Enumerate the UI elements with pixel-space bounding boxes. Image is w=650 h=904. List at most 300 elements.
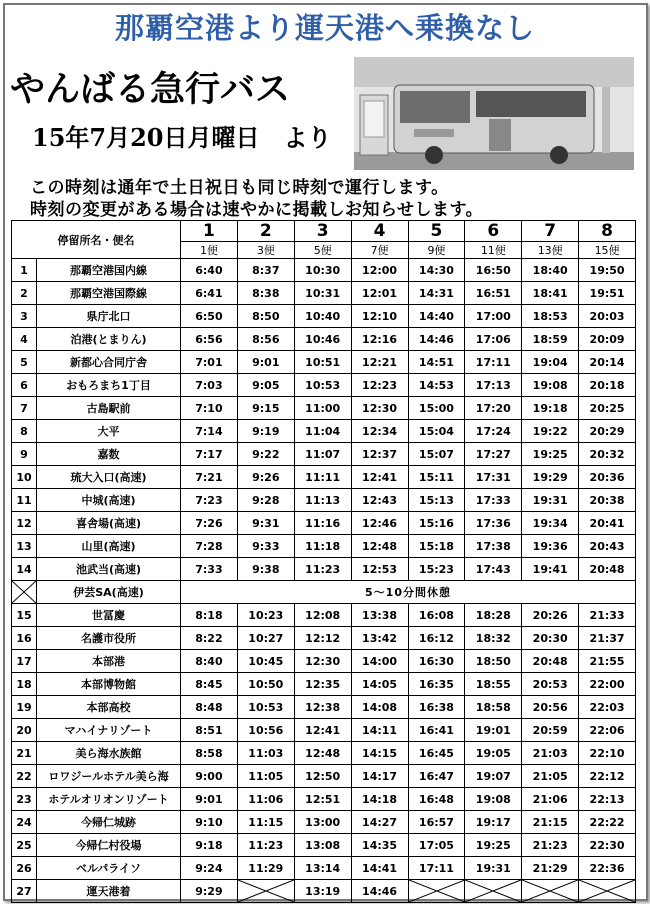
departure-time: 10:23	[237, 604, 294, 627]
departure-time: 7:26	[181, 512, 238, 535]
departure-time: 19:36	[522, 535, 579, 558]
departure-time: 8:40	[181, 650, 238, 673]
departure-time: 19:08	[522, 374, 579, 397]
departure-time: 12:34	[351, 420, 408, 443]
departure-time: 14:53	[408, 374, 465, 397]
departure-time: 22:13	[579, 788, 636, 811]
departure-time: 12:08	[294, 604, 351, 627]
departure-time: 11:06	[237, 788, 294, 811]
table-row	[12, 857, 636, 880]
departure-time: 10:40	[294, 305, 351, 328]
departure-time: 11:04	[294, 420, 351, 443]
column-number: 2	[237, 221, 294, 242]
departure-time: 18:40	[522, 259, 579, 282]
departure-time: 12:48	[351, 535, 408, 558]
departure-time: 11:15	[237, 811, 294, 834]
departure-time: 8:22	[181, 627, 238, 650]
departure-time: 9:18	[181, 834, 238, 857]
departure-time: 19:22	[522, 420, 579, 443]
departure-time: 14:11	[351, 719, 408, 742]
departure-time: 7:01	[181, 351, 238, 374]
departure-time: 21:23	[522, 834, 579, 857]
departure-time: 16:41	[408, 719, 465, 742]
note-line-1: この時刻は通年で土日祝日も同じ時刻で運行します。	[30, 178, 449, 198]
table-row	[12, 535, 636, 558]
departure-time: 12:23	[351, 374, 408, 397]
departure-time: 19:18	[522, 397, 579, 420]
stop-name: 世冨慶	[37, 604, 181, 627]
stop-name: 山里(高速)	[37, 535, 181, 558]
departure-time: 8:50	[237, 305, 294, 328]
departure-time: 10:56	[237, 719, 294, 742]
departure-time: 12:30	[294, 650, 351, 673]
departure-time: 20:30	[522, 627, 579, 650]
table-row	[12, 650, 636, 673]
departure-time: 14:05	[351, 673, 408, 696]
stop-name: 大平	[37, 420, 181, 443]
departure-time: 12:01	[351, 282, 408, 305]
column-bin: 5便	[294, 242, 351, 259]
no-service-cell	[579, 880, 636, 903]
departure-time: 18:58	[465, 696, 522, 719]
departure-time: 6:56	[181, 328, 238, 351]
departure-time: 12:16	[351, 328, 408, 351]
row-number: 2	[12, 282, 37, 305]
stop-name: 今帰仁村役場	[37, 834, 181, 857]
departure-time: 19:29	[522, 466, 579, 489]
departure-time: 16:38	[408, 696, 465, 719]
page-title: 那覇空港より運天港へ乗換なし	[114, 11, 535, 45]
timetable	[11, 220, 636, 903]
stop-name: 本部博物館	[37, 673, 181, 696]
stop-name: ロワジールホテル美ら海	[37, 765, 181, 788]
row-number: 27	[12, 880, 37, 903]
departure-time: 22:03	[579, 696, 636, 719]
stop-name: 今帰仁城跡	[37, 811, 181, 834]
departure-time: 17:05	[408, 834, 465, 857]
departure-time: 7:33	[181, 558, 238, 581]
departure-time: 16:51	[465, 282, 522, 305]
column-bin: 7便	[351, 242, 408, 259]
stop-name: 喜舎場(高速)	[37, 512, 181, 535]
departure-time: 8:56	[237, 328, 294, 351]
departure-time: 16:12	[408, 627, 465, 650]
departure-time: 20:09	[579, 328, 636, 351]
table-row	[12, 420, 636, 443]
departure-time: 19:17	[465, 811, 522, 834]
departure-time: 8:38	[237, 282, 294, 305]
table-row	[12, 604, 636, 627]
table-row	[12, 834, 636, 857]
table-row	[12, 305, 636, 328]
departure-time: 22:22	[579, 811, 636, 834]
header-row-numbers	[12, 221, 636, 242]
departure-time: 17:36	[465, 512, 522, 535]
stop-name: 美ら海水族館	[37, 742, 181, 765]
row-number: 4	[12, 328, 37, 351]
departure-time: 19:50	[579, 259, 636, 282]
departure-time: 19:01	[465, 719, 522, 742]
departure-time: 12:43	[351, 489, 408, 512]
departure-time: 7:21	[181, 466, 238, 489]
departure-time: 14:18	[351, 788, 408, 811]
column-number: 8	[579, 221, 636, 242]
stop-name: おもろまち1丁目	[37, 374, 181, 397]
departure-time: 20:56	[522, 696, 579, 719]
departure-time: 6:40	[181, 259, 238, 282]
departure-time: 15:07	[408, 443, 465, 466]
departure-time: 9:15	[237, 397, 294, 420]
departure-time: 17:00	[465, 305, 522, 328]
departure-time: 22:36	[579, 857, 636, 880]
departure-time: 9:31	[237, 512, 294, 535]
row-number: 17	[12, 650, 37, 673]
departure-time: 15:00	[408, 397, 465, 420]
departure-time: 21:06	[522, 788, 579, 811]
stop-name: 本部高校	[37, 696, 181, 719]
stop-name: ホテルオリオンリゾート	[37, 788, 181, 811]
departure-time: 9:10	[181, 811, 238, 834]
stop-name: ベルパライソ	[37, 857, 181, 880]
departure-time: 9:01	[237, 351, 294, 374]
stop-name: 県庁北口	[37, 305, 181, 328]
column-bin: 15便	[579, 242, 636, 259]
departure-time: 20:26	[522, 604, 579, 627]
departure-time: 20:48	[579, 558, 636, 581]
departure-time: 11:11	[294, 466, 351, 489]
table-row	[12, 259, 636, 282]
no-service-cell	[237, 880, 294, 903]
departure-time: 14:51	[408, 351, 465, 374]
departure-time: 12:41	[351, 466, 408, 489]
departure-time: 22:10	[579, 742, 636, 765]
departure-time: 17:11	[408, 857, 465, 880]
departure-time: 14:30	[408, 259, 465, 282]
skipped-number-cell	[12, 581, 37, 604]
departure-time: 17:38	[465, 535, 522, 558]
departure-time: 11:16	[294, 512, 351, 535]
table-row	[12, 489, 636, 512]
departure-time: 18:53	[522, 305, 579, 328]
departure-time: 18:55	[465, 673, 522, 696]
column-bin: 1便	[181, 242, 238, 259]
departure-time: 15:13	[408, 489, 465, 512]
departure-time: 7:28	[181, 535, 238, 558]
departure-time: 14:00	[351, 650, 408, 673]
departure-time: 14:41	[351, 857, 408, 880]
effective-date: 15年7月20日月曜日 より	[32, 123, 332, 152]
row-number: 5	[12, 351, 37, 374]
table-row	[12, 696, 636, 719]
row-number: 18	[12, 673, 37, 696]
column-number: 4	[351, 221, 408, 242]
row-number: 24	[12, 811, 37, 834]
departure-time: 19:34	[522, 512, 579, 535]
departure-time: 21:03	[522, 742, 579, 765]
departure-time: 10:46	[294, 328, 351, 351]
no-service-cell	[465, 880, 522, 903]
departure-time: 13:19	[294, 880, 351, 903]
stop-name: 伊芸SA(高速)	[37, 581, 181, 604]
departure-time: 20:38	[579, 489, 636, 512]
departure-time: 10:45	[237, 650, 294, 673]
departure-time: 22:30	[579, 834, 636, 857]
departure-time: 22:00	[579, 673, 636, 696]
bus-photo	[354, 57, 634, 170]
departure-time: 20:25	[579, 397, 636, 420]
departure-time: 17:33	[465, 489, 522, 512]
departure-time: 11:23	[294, 558, 351, 581]
departure-time: 18:59	[522, 328, 579, 351]
row-number: 12	[12, 512, 37, 535]
departure-time: 16:50	[465, 259, 522, 282]
departure-time: 13:08	[294, 834, 351, 857]
stop-name: 名護市役所	[37, 627, 181, 650]
row-number: 15	[12, 604, 37, 627]
departure-time: 11:23	[237, 834, 294, 857]
row-number: 3	[12, 305, 37, 328]
departure-time: 8:37	[237, 259, 294, 282]
departure-time: 19:04	[522, 351, 579, 374]
column-bin: 11便	[465, 242, 522, 259]
row-number: 23	[12, 788, 37, 811]
departure-time: 20:03	[579, 305, 636, 328]
column-bin: 3便	[237, 242, 294, 259]
departure-time: 12:46	[351, 512, 408, 535]
stop-name: 中城(高速)	[37, 489, 181, 512]
departure-time: 11:29	[237, 857, 294, 880]
departure-time: 7:03	[181, 374, 238, 397]
departure-time: 11:07	[294, 443, 351, 466]
departure-time: 13:42	[351, 627, 408, 650]
stop-name: 本部港	[37, 650, 181, 673]
row-number: 16	[12, 627, 37, 650]
departure-time: 15:18	[408, 535, 465, 558]
no-service-cell	[522, 880, 579, 903]
departure-time: 12:48	[294, 742, 351, 765]
table-row	[12, 351, 636, 374]
departure-time: 8:51	[181, 719, 238, 742]
departure-time: 12:37	[351, 443, 408, 466]
departure-time: 21:05	[522, 765, 579, 788]
departure-time: 14:31	[408, 282, 465, 305]
departure-time: 22:12	[579, 765, 636, 788]
table-row	[12, 765, 636, 788]
stop-name: 琉大入口(高速)	[37, 466, 181, 489]
departure-time: 15:23	[408, 558, 465, 581]
table-row	[12, 581, 636, 604]
rest-break-note: 5～10分間休憩	[181, 581, 636, 604]
table-row	[12, 328, 636, 351]
stop-name: 那覇空港国際線	[37, 282, 181, 305]
departure-time: 14:46	[408, 328, 465, 351]
table-row	[12, 374, 636, 397]
departure-time: 19:31	[465, 857, 522, 880]
stop-name: マハイナリゾート	[37, 719, 181, 742]
departure-time: 10:51	[294, 351, 351, 374]
row-number: 22	[12, 765, 37, 788]
table-row	[12, 558, 636, 581]
stop-name: 運天港着	[37, 880, 181, 903]
departure-time: 9:01	[181, 788, 238, 811]
departure-time: 14:27	[351, 811, 408, 834]
departure-time: 14:40	[408, 305, 465, 328]
departure-time: 12:51	[294, 788, 351, 811]
departure-time: 9:33	[237, 535, 294, 558]
table-row	[12, 282, 636, 305]
departure-time: 20:29	[579, 420, 636, 443]
departure-time: 10:53	[237, 696, 294, 719]
table-row	[12, 466, 636, 489]
departure-time: 8:18	[181, 604, 238, 627]
departure-time: 10:50	[237, 673, 294, 696]
departure-time: 17:43	[465, 558, 522, 581]
departure-time: 16:08	[408, 604, 465, 627]
departure-time: 14:15	[351, 742, 408, 765]
departure-time: 9:38	[237, 558, 294, 581]
departure-time: 19:31	[522, 489, 579, 512]
column-bin: 9便	[408, 242, 465, 259]
row-number: 26	[12, 857, 37, 880]
stop-name: 泊港(とまりん)	[37, 328, 181, 351]
table-row	[12, 512, 636, 535]
column-number: 5	[408, 221, 465, 242]
column-number: 6	[465, 221, 522, 242]
departure-time: 12:53	[351, 558, 408, 581]
stop-name: 嘉数	[37, 443, 181, 466]
departure-time: 7:23	[181, 489, 238, 512]
table-row	[12, 788, 636, 811]
departure-time: 20:18	[579, 374, 636, 397]
column-bin: 13便	[522, 242, 579, 259]
row-number: 25	[12, 834, 37, 857]
row-number: 14	[12, 558, 37, 581]
stop-name: 古島駅前	[37, 397, 181, 420]
stop-name: 新都心合同庁舎	[37, 351, 181, 374]
departure-time: 15:04	[408, 420, 465, 443]
departure-time: 19:05	[465, 742, 522, 765]
departure-time: 12:10	[351, 305, 408, 328]
departure-time: 12:38	[294, 696, 351, 719]
departure-time: 9:00	[181, 765, 238, 788]
note-line-2: 時刻の変更がある場合は速やかに掲載しお知らせします。	[30, 200, 484, 220]
row-number: 8	[12, 420, 37, 443]
departure-time: 9:24	[181, 857, 238, 880]
row-number: 20	[12, 719, 37, 742]
table-row	[12, 880, 636, 903]
departure-time: 6:41	[181, 282, 238, 305]
departure-time: 13:14	[294, 857, 351, 880]
departure-time: 19:51	[579, 282, 636, 305]
departure-time: 12:12	[294, 627, 351, 650]
departure-time: 20:43	[579, 535, 636, 558]
departure-time: 17:27	[465, 443, 522, 466]
departure-time: 7:17	[181, 443, 238, 466]
timetable-body	[12, 259, 636, 903]
departure-time: 22:06	[579, 719, 636, 742]
departure-time: 12:21	[351, 351, 408, 374]
table-row	[12, 742, 636, 765]
departure-time: 9:19	[237, 420, 294, 443]
departure-time: 18:28	[465, 604, 522, 627]
table-row	[12, 673, 636, 696]
departure-time: 17:24	[465, 420, 522, 443]
departure-time: 21:55	[579, 650, 636, 673]
bus-line-name: やんばる急行バス	[10, 69, 291, 110]
departure-time: 12:50	[294, 765, 351, 788]
row-number: 6	[12, 374, 37, 397]
departure-time: 16:47	[408, 765, 465, 788]
row-number: 19	[12, 696, 37, 719]
departure-time: 21:29	[522, 857, 579, 880]
departure-time: 8:45	[181, 673, 238, 696]
departure-time: 11:00	[294, 397, 351, 420]
departure-time: 11:13	[294, 489, 351, 512]
departure-time: 9:28	[237, 489, 294, 512]
departure-time: 18:50	[465, 650, 522, 673]
departure-time: 16:48	[408, 788, 465, 811]
departure-time: 8:48	[181, 696, 238, 719]
table-row	[12, 443, 636, 466]
departure-time: 16:45	[408, 742, 465, 765]
departure-time: 12:00	[351, 259, 408, 282]
stop-header: 停留所名・便名	[12, 221, 181, 259]
departure-time: 10:31	[294, 282, 351, 305]
row-number: 13	[12, 535, 37, 558]
departure-time: 20:53	[522, 673, 579, 696]
column-number: 3	[294, 221, 351, 242]
table-row	[12, 719, 636, 742]
departure-time: 20:59	[522, 719, 579, 742]
departure-time: 16:57	[408, 811, 465, 834]
departure-time: 9:29	[181, 880, 238, 903]
table-row	[12, 627, 636, 650]
row-number: 7	[12, 397, 37, 420]
departure-time: 9:26	[237, 466, 294, 489]
departure-time: 16:30	[408, 650, 465, 673]
table-row	[12, 811, 636, 834]
departure-time: 6:50	[181, 305, 238, 328]
departure-time: 17:06	[465, 328, 522, 351]
departure-time: 19:08	[465, 788, 522, 811]
departure-time: 20:32	[579, 443, 636, 466]
departure-time: 9:22	[237, 443, 294, 466]
stop-name: 池武当(高速)	[37, 558, 181, 581]
departure-time: 21:33	[579, 604, 636, 627]
departure-time: 12:30	[351, 397, 408, 420]
column-number: 1	[181, 221, 238, 242]
row-number: 21	[12, 742, 37, 765]
departure-time: 21:15	[522, 811, 579, 834]
departure-time: 12:41	[294, 719, 351, 742]
departure-time: 15:11	[408, 466, 465, 489]
departure-time: 9:05	[237, 374, 294, 397]
departure-time: 19:25	[465, 834, 522, 857]
row-number: 1	[12, 259, 37, 282]
departure-time: 14:08	[351, 696, 408, 719]
departure-time: 11:18	[294, 535, 351, 558]
departure-time: 17:13	[465, 374, 522, 397]
column-number: 7	[522, 221, 579, 242]
row-number: 9	[12, 443, 37, 466]
departure-time: 7:14	[181, 420, 238, 443]
departure-time: 13:38	[351, 604, 408, 627]
departure-time: 10:30	[294, 259, 351, 282]
departure-time: 20:36	[579, 466, 636, 489]
departure-time: 10:53	[294, 374, 351, 397]
stop-name: 那覇空港国内線	[37, 259, 181, 282]
table-row	[12, 397, 636, 420]
